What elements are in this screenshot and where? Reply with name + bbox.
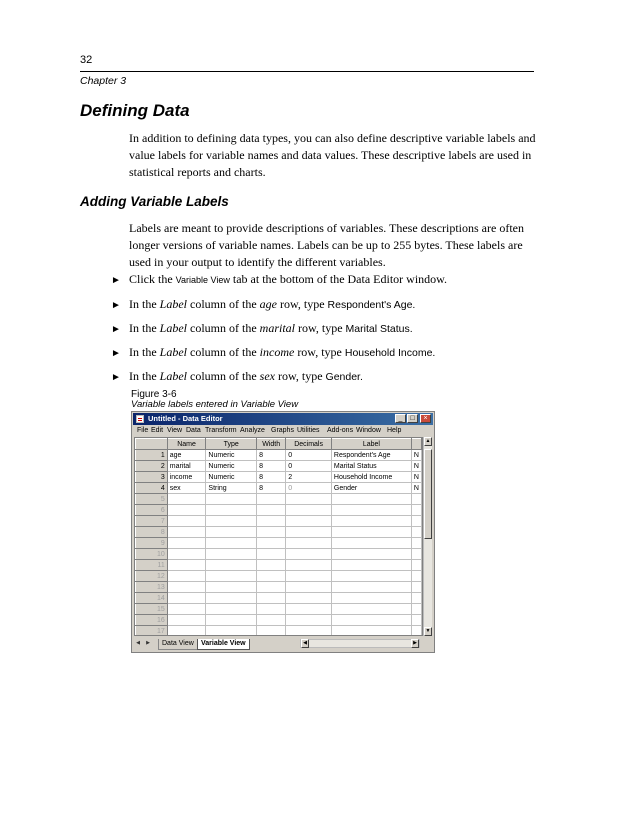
row-number[interactable]: 12 [136,571,168,582]
menu-graphs[interactable]: Graphs [271,427,294,434]
table-row-empty [136,538,422,549]
table-row-empty [136,604,422,615]
tab-variable-view[interactable]: Variable View [197,639,250,650]
column-header-name[interactable]: Name [167,439,206,450]
row-number[interactable]: 2 [136,461,168,472]
bullet-arrow-icon: ► [111,372,121,383]
menu-transform[interactable]: Transform [205,427,237,434]
menu-file[interactable]: File [137,427,149,434]
tab-data-view[interactable]: Data View [158,639,198,650]
variable-table [135,438,422,636]
cell-type[interactable]: Numeric [206,472,257,483]
cell-type[interactable]: Numeric [206,450,257,461]
table-row-empty [136,582,422,593]
step-5: ► In the Label column of the sex row, type Gender. [111,369,363,383]
menu-help[interactable]: Help [387,427,402,434]
table-row-empty [136,505,422,516]
cell-decimals[interactable]: 2 [286,472,332,483]
maximize-icon[interactable]: □ [407,414,418,423]
close-icon[interactable]: × [420,414,431,423]
variable-grid [134,437,423,636]
column-header-label[interactable]: Label [331,439,411,450]
header-row [136,439,422,450]
cell-values[interactable]: N [411,483,421,494]
figure-number: Figure 3-6 [131,389,177,400]
column-header-width[interactable]: Width [257,439,286,450]
table-row-empty [136,527,422,538]
cell-type[interactable]: String [206,483,257,494]
menu-add-ons[interactable]: Add-ons [327,427,354,434]
table-row-empty [136,560,422,571]
figure-caption: Variable labels entered in Variable View [131,399,299,410]
cell-values[interactable]: N [411,461,421,472]
chapter-rule [80,71,534,72]
cell-decimals[interactable]: 0 [286,483,332,494]
cell-label[interactable]: Gender [331,483,411,494]
table-row-empty [136,626,422,637]
bullet-arrow-icon: ► [111,300,121,311]
scroll-thumb[interactable] [424,449,432,539]
menu-view[interactable]: View [167,427,183,434]
row-number[interactable]: 14 [136,593,168,604]
scroll-right-icon[interactable]: ▶ [411,639,419,648]
cell-width[interactable]: 8 [257,472,286,483]
menu-window[interactable]: Window [356,427,381,434]
menu-utilities[interactable]: Utilities [297,427,320,434]
cell-width[interactable]: 8 [257,450,286,461]
row-number[interactable]: 9 [136,538,168,549]
row-number[interactable]: 5 [136,494,168,505]
sheet-tab-bar [134,638,432,650]
row-number[interactable]: 8 [136,527,168,538]
title-bar [133,413,433,425]
row-number[interactable]: 3 [136,472,168,483]
scroll-down-icon[interactable]: ▼ [425,628,431,634]
cell-name[interactable]: age [167,450,206,461]
table-row [136,483,422,494]
table-row-empty [136,571,422,582]
table-row-empty [136,593,422,604]
window-title: Untitled - Data Editor [148,414,223,423]
row-number[interactable]: 1 [136,450,168,461]
horizontal-scrollbar[interactable] [300,639,420,648]
bullet-arrow-icon: ► [111,275,121,286]
row-number[interactable]: 15 [136,604,168,615]
cell-width[interactable]: 8 [257,483,286,494]
scroll-up-icon[interactable]: ▲ [425,438,431,444]
data-editor-window [131,411,435,653]
vertical-scrollbar[interactable] [423,437,432,636]
row-number[interactable]: 17 [136,626,168,637]
nav-first-icon[interactable]: ◀ [136,640,140,646]
nav-next-icon[interactable]: ▶ [146,640,150,646]
table-row [136,472,422,483]
cell-type[interactable]: Numeric [206,461,257,472]
section-title: Defining Data [80,101,190,120]
table-row [136,461,422,472]
row-number[interactable]: 6 [136,505,168,516]
corner-cell[interactable] [136,439,168,450]
cell-values[interactable]: N [411,472,421,483]
scroll-left-icon[interactable]: ◀ [301,639,309,648]
table-row-empty [136,494,422,505]
row-number[interactable]: 7 [136,516,168,527]
cell-width[interactable]: 8 [257,461,286,472]
cell-name[interactable]: marital [167,461,206,472]
row-number[interactable]: 4 [136,483,168,494]
cell-label[interactable]: Marital Status [331,461,411,472]
row-number[interactable]: 13 [136,582,168,593]
cell-label[interactable]: Respondent's Age [331,450,411,461]
row-number[interactable]: 16 [136,615,168,626]
row-number[interactable]: 10 [136,549,168,560]
cell-decimals[interactable]: 0 [286,461,332,472]
menu-data[interactable]: Data [186,427,201,434]
menu-edit[interactable]: Edit [151,427,164,434]
subsection-title: Adding Variable Labels [80,194,229,209]
subsection-body: Labels are meant to provide descriptions of variables. These descriptions are often longer versions of variable names. Labels can be up to 255 bytes. These labels are used in your output to identify the different variables. [129,221,524,269]
cell-label[interactable]: Household Income [331,472,411,483]
app-icon [136,415,144,423]
minimize-icon[interactable]: _ [395,414,406,423]
cell-name[interactable]: income [167,472,206,483]
column-header-more[interactable] [411,439,421,450]
menu-bar [134,426,432,436]
bullet-arrow-icon: ► [111,324,121,335]
table-row [136,450,422,461]
row-number[interactable]: 11 [136,560,168,571]
page-number: 32 [80,54,93,66]
table-row-empty [136,549,422,560]
table-row-empty [136,615,422,626]
column-header-decimals[interactable]: Decimals [286,439,332,450]
cell-values[interactable]: N [411,450,421,461]
bullet-arrow-icon: ► [111,348,121,359]
step-3: ► In the Label column of the marital row, type Marital Status. [111,321,413,335]
step-1: ► Click the Variable View tab at the bottom of the Data Editor window. [111,272,448,286]
section-intro: In addition to defining data types, you can also define descriptive variable labels and value labels for variable names and data values. These descriptive labels are used in statistical reports and charts. [129,131,536,179]
menu-analyze[interactable]: Analyze [240,427,265,434]
column-header-type[interactable]: Type [206,439,257,450]
step-4: ► In the Label column of the income row, type Household Income. [111,345,436,359]
cell-name[interactable]: sex [167,483,206,494]
step-2: ► In the Label column of the age row, type Respondent's Age. [111,297,416,311]
table-row-empty [136,516,422,527]
chapter-label: Chapter 3 [80,75,127,87]
cell-decimals[interactable]: 0 [286,450,332,461]
